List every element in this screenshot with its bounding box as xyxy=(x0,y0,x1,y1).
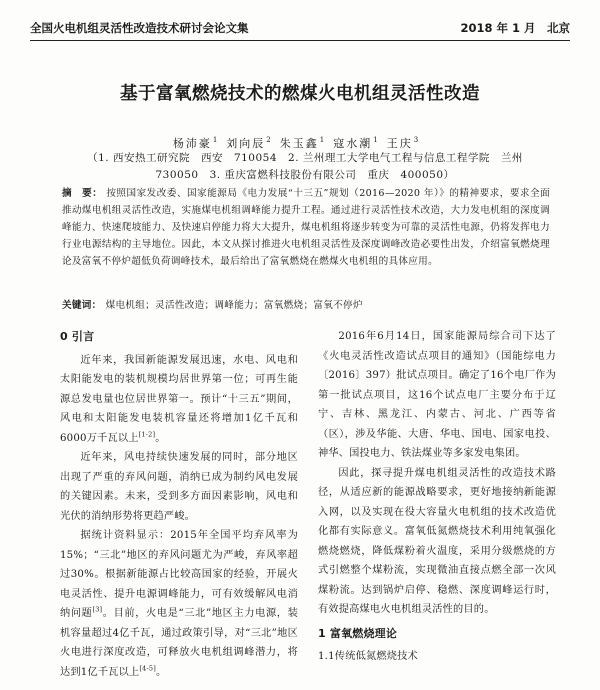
abstract-label: 摘 要： xyxy=(62,188,103,199)
author-name: 刘向辰 xyxy=(226,137,266,150)
issue-date-place: 2018 年 1 月 北京 xyxy=(460,21,570,35)
right-paragraph: 2016年6月14日，国家能源局综合司下达了《火电灵活性改造试点项目的通知》（国能综电力〔2016〕397）批试点项目。确定了16个电厂作为第一批试点项目，这16个试点电厂主要分布于辽宁、吉林、黑龙江、内蒙古、河北、广西等省（区），涉及华能、大唐、华电、国电、国家电投、神华、国投电力、铁法煤业等多家发电集团。 xyxy=(318,331,556,459)
header-rule xyxy=(30,40,570,41)
author-name: 朱玉鑫 xyxy=(279,137,319,150)
section-1-heading: 1 富氧燃烧理论 xyxy=(318,626,398,640)
author-affil-mark: 2 xyxy=(266,136,271,145)
author-affil-mark: 1 xyxy=(373,136,378,145)
keywords xyxy=(62,297,550,311)
running-header xyxy=(30,20,570,36)
left-paragraph: 近年来，风电持续快速发展的同时，部分地区出现了严重的弃风问题，消纳已成为制约风电发展的关键因素。未来，受到多方面因素影响，风电和光伏的消纳形势将更趋严峻。 xyxy=(60,452,298,522)
left-paragraph: 近年来，我国新能源发展迅速，水电、风电和太阳能发电的装机规模均居世界第一位；可再生能源总发电量也位居世界第一。预计“十三五”期间，风电和太阳能发电装机容量还将增加1亿千瓦和6000万千瓦以上[1-2]。 xyxy=(60,354,298,444)
keywords-text: 煤电机组；灵活性改造；调峰能力；富氧燃烧；富氧不停炉 xyxy=(105,300,363,311)
author-name: 王庆 xyxy=(386,137,413,150)
author-list xyxy=(0,135,600,151)
author-affil-mark: 3 xyxy=(413,136,419,145)
author-name: 杨沛豪 xyxy=(172,137,212,150)
left-paragraph: 据统计资料显示：2015年全国平均弃风率为15%；“三北”地区的弃风问题尤为严峻，弃风率超过30%。根据新能源占比较高国家的经验，开展火电灵活性、提升电源调峰能力，可有效缓解风电消纳问题[3]。目前，火电是“三北”地区主力电源，装机容量超过4亿千瓦，通过政策引导，对“三北”地区火电进行深度改造，可释放火电机组调峰潜力，将达到1亿千瓦以上[4-5]。 xyxy=(60,530,299,678)
citation: [4-5] xyxy=(139,664,156,673)
citation: [1-2] xyxy=(138,430,156,439)
author-affil-mark: 1 xyxy=(212,136,218,145)
right-column xyxy=(318,327,556,667)
abstract xyxy=(62,185,550,270)
right-paragraph: 因此，探寻提升煤电机组灵活性的改造技术路径，从适应新的能源战略要求，更好地接纳新能源入网，以及实现在役大容量火电机组的技术改造优化都有实际意义。富氧低氮燃烧技术利用纯氧强化燃烧燃烧，降低煤粉着火温度，采用分级燃烧的方式引燃整个煤粉流，实现微油直接点燃全部一次风煤粉流。达到锅炉启停、稳燃、深度调峰运行时，有效提高煤电火电机组灵活性的目的。 xyxy=(318,467,556,615)
citation: [3] xyxy=(92,605,103,614)
affiliations: （1. 西安热工研究院 西安 710054 2. 兰州理工大学电气工程与信息工程学院 兰州 730050 3. 重庆富燃科技股份有限公司 重庆 400050） xyxy=(87,152,534,181)
author-name: 寇水潮 xyxy=(333,137,373,150)
left-column xyxy=(60,327,298,682)
journal-name: 全国火电机组灵活性改造技术研讨会论文集 xyxy=(30,21,249,35)
author-affil-mark: 1 xyxy=(319,136,325,145)
abstract-text: 按照国家发改委、国家能源局《电力发展“十三五”规划（2016—2020 年）》的精神要求，要求全面推动煤电机组灵活性改造，实施煤电机组调峰能力提升工程。通过进行灵活性技术改造，大力发电机组的深度调峰能力、快速爬坡能力、及快速启停能力将大大提升，煤电机组将逐步转变为可靠的灵活性电源，仍将发挥电力行业电源结构的主导地位。因此，本文从探讨推进火电机组灵活性及深度调峰改造必要性出发，介绍富氧燃烧理论及富氧不停炉超低负荷调峰技术，最后给出了富氧燃烧在燃煤火电机组的具体应用。 xyxy=(62,188,550,267)
section-0-heading: 0 引言 xyxy=(60,330,95,343)
paper-title: 基于富氧燃烧技术的燃煤火电机组灵活性改造 xyxy=(120,84,480,104)
keywords-label: 关键词： xyxy=(62,300,102,311)
section-1-1-heading: 1.1传统低氮燃烧技术 xyxy=(318,651,418,662)
